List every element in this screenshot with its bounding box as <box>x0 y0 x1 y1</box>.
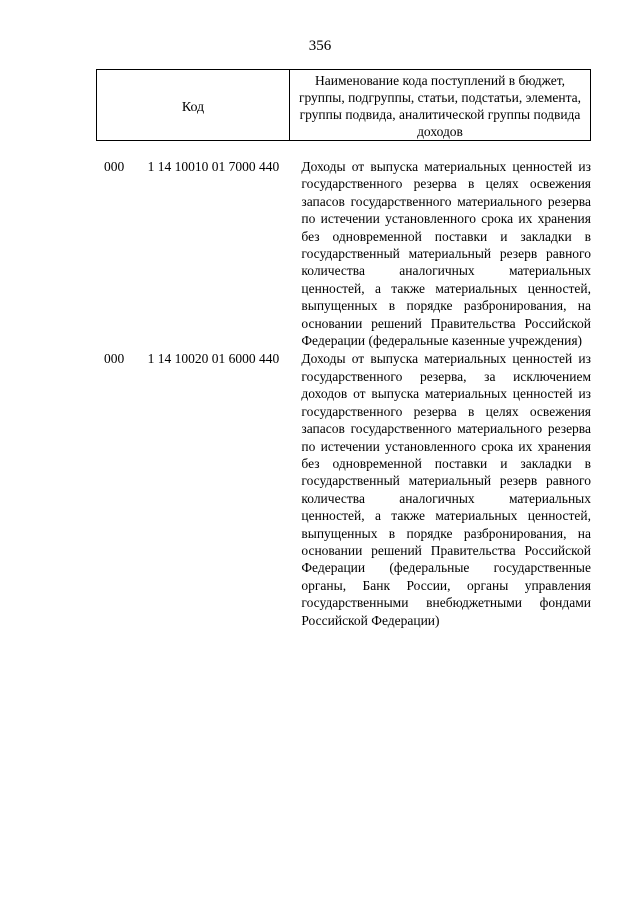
table-row <box>96 158 591 349</box>
admin-code: 000 <box>104 159 125 174</box>
revenue-description: Доходы от выпуска материальных ценностей из государственного резерва в целях освежения запасов государственного материального резерва по истечении установленного срока их хранения без одновременной поставки и закладки в государственный материальный резерв равного количества аналогичных материальных ценностей, а также материальных ценностей, выпущенных в порядке разбронирования, на основании решений Правительства Российской Федерации (федеральные казенные учреждения) <box>301 159 591 349</box>
revenue-code: 1 14 10010 01 7000 440 <box>147 159 280 174</box>
page-number: 356 <box>308 38 332 54</box>
table-row <box>96 350 591 629</box>
header-name-cell: Наименование кода поступлений в бюджет, группы, подгруппы, статьи, подстатьи, элемента, группы подвида, аналитической группы подвида доходов <box>298 73 582 139</box>
revenue-code: 1 14 10020 01 6000 440 <box>147 351 280 367</box>
revenue-description: Доходы от выпуска материальных ценностей из государственного резерва, за исключением доходов от выпуска материальных ценностей из государственного резерва в целях освежения запасов государственного материального резерва по истечении установленного срока их хранения без одновременной поставки и закладки в государственный материальный резерв равного количества аналогичных материальных ценностей, а также материальных ценностей, выпущенных в порядке разбронирования, на основании решений Правительства Российской Федерации (федеральные государственные органы, Банк России, органы управления государственными внебюджетными фондами Российской Федерации) <box>301 351 591 628</box>
table-body <box>96 158 591 630</box>
table-header <box>96 69 591 141</box>
admin-code: 000 <box>104 351 125 367</box>
header-code-cell: Код <box>97 70 290 140</box>
